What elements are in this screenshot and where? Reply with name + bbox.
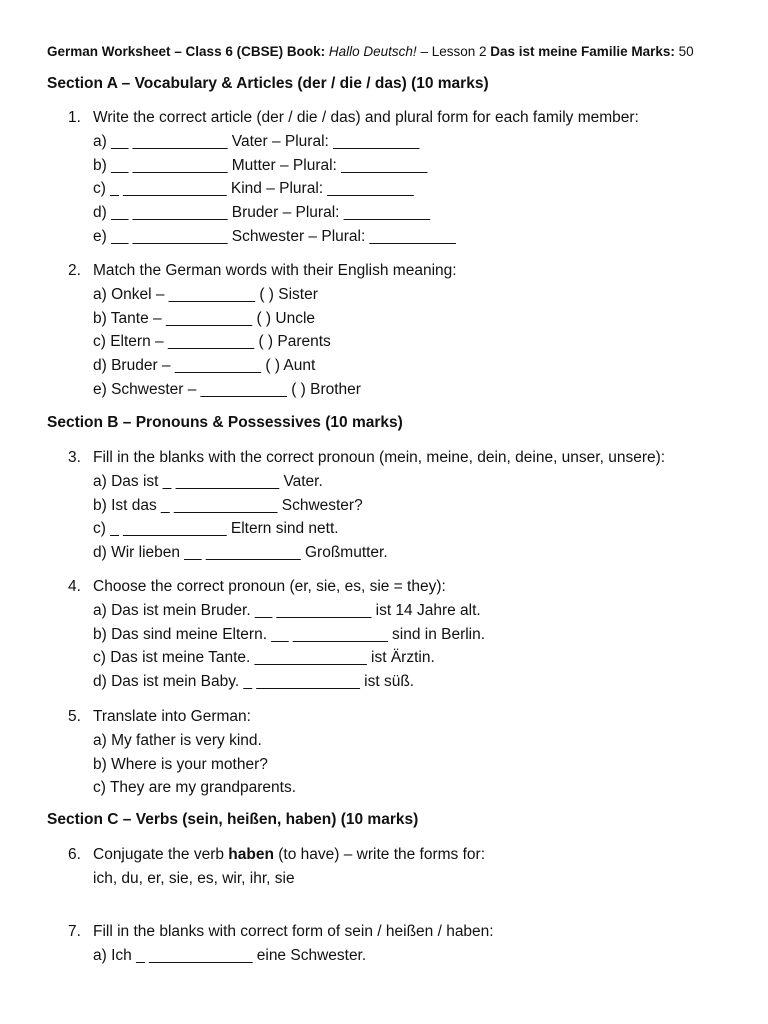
question-7: [68, 920, 494, 968]
question-prompt-rest: (to have) – write the forms for:: [278, 846, 486, 863]
list-item: d) Bruder – __________ ( ) Aunt: [93, 357, 316, 375]
question-2: [68, 259, 457, 402]
question-number: 6.: [68, 846, 81, 863]
question-1: [68, 106, 639, 249]
list-item: ich, du, er, sie, es, wir, ihr, sie: [93, 869, 295, 887]
question-prompt: Translate into German:: [93, 708, 251, 725]
list-item: a) Onkel – __________ ( ) Sister: [93, 285, 318, 303]
header-marks-value: 50: [678, 44, 694, 59]
list-item: d) __ ___________ Bruder – Plural: __________: [93, 204, 430, 222]
list-item: c) Das ist meine Tante. _____________ ist Ärztin.: [93, 649, 435, 667]
section-b-heading: Section B – Pronouns & Possessives (10 marks): [47, 414, 403, 431]
list-item: c) Eltern – __________ ( ) Parents: [93, 333, 331, 351]
question-number: 3.: [68, 449, 81, 466]
list-item: a) Das ist _ ____________ Vater.: [93, 472, 323, 490]
header-title: German Worksheet – Class 6 (CBSE): [47, 44, 284, 59]
list-item: b) Where is your mother?: [93, 755, 268, 773]
header-book-title: Hallo Deutsch!: [328, 44, 417, 59]
question-number: 5.: [68, 708, 81, 725]
question-prompt: Conjugate the verb: [93, 846, 224, 863]
question-5: [68, 705, 296, 800]
list-item: b) __ ___________ Mutter – Plural: __________: [93, 156, 428, 174]
list-item: a) __ ___________ Vater – Plural: __________: [93, 132, 420, 150]
verb-haben: haben: [228, 846, 274, 863]
question-6: [68, 843, 485, 891]
list-item: d) Wir lieben __ ___________ Großmutter.: [93, 544, 388, 562]
question-prompt: Fill in the blanks with correct form of sein / heißen / haben:: [93, 923, 494, 940]
list-item: d) Das ist mein Baby. _ ____________ ist süß.: [93, 673, 415, 691]
list-item: b) Tante – __________ ( ) Uncle: [93, 309, 316, 327]
list-item: b) Ist das _ ____________ Schwester?: [93, 496, 363, 514]
question-4: [68, 575, 485, 694]
list-item: a) Ich _ ____________ eine Schwester.: [93, 946, 367, 964]
list-item: c) _ ____________ Kind – Plural: __________: [93, 180, 414, 198]
header-lesson: – Lesson 2: [420, 44, 487, 59]
question-prompt: Choose the correct pronoun (er, sie, es, sie = they):: [93, 578, 446, 595]
question-number: 1.: [68, 109, 81, 126]
list-item: a) Das ist mein Bruder. __ ___________ ist 14 Jahre alt.: [93, 601, 481, 619]
list-item: c) They are my grandparents.: [93, 779, 297, 797]
worksheet-header: [47, 43, 747, 61]
section-a-heading: Section A – Vocabulary & Articles (der / die / das) (10 marks): [47, 75, 489, 92]
question-number: 2.: [68, 262, 81, 279]
question-number: 7.: [68, 923, 81, 940]
list-item: a) My father is very kind.: [93, 731, 262, 749]
list-item: e) __ ___________ Schwester – Plural: __________: [93, 227, 456, 245]
list-item: c) _ ____________ Eltern sind nett.: [93, 520, 339, 538]
section-c-heading: Section C – Verbs (sein, heißen, haben) (10 marks): [47, 811, 419, 828]
header-book-label: Book:: [286, 44, 326, 59]
question-prompt: Write the correct article (der / die / das) and plural form for each family member:: [93, 109, 639, 126]
question-3: [68, 446, 665, 565]
question-prompt: Match the German words with their English meaning:: [93, 262, 457, 279]
question-number: 4.: [68, 578, 81, 595]
header-lesson-title: Das ist meine Familie: [490, 44, 628, 59]
list-item: e) Schwester – __________ ( ) Brother: [93, 380, 361, 398]
header-marks-label: Marks:: [631, 44, 675, 59]
list-item: b) Das sind meine Eltern. __ ___________ sind in Berlin.: [93, 625, 486, 643]
question-prompt: Fill in the blanks with the correct pronoun (mein, meine, dein, deine, unser, unsere):: [93, 449, 666, 466]
